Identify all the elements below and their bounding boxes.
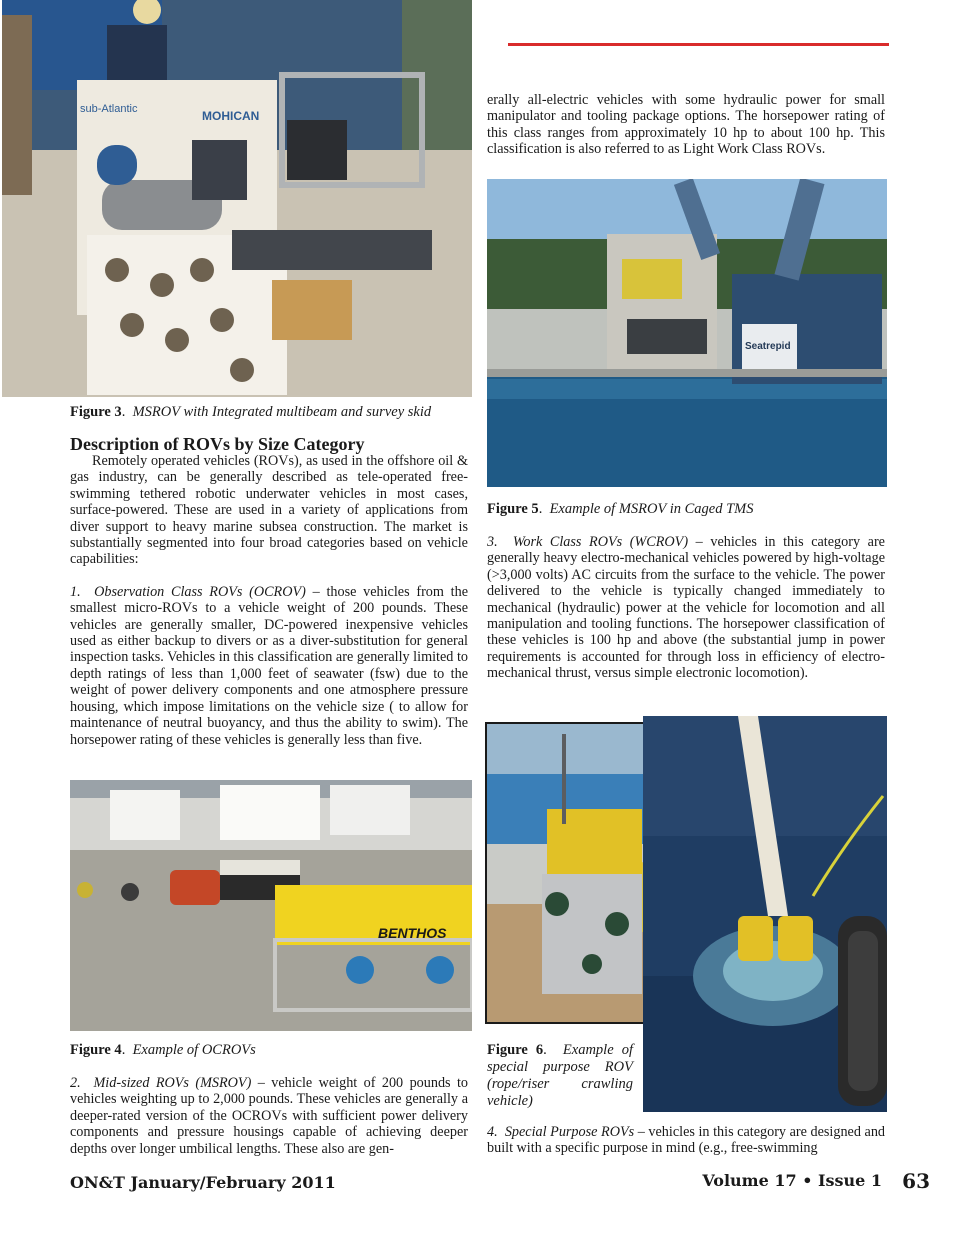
item-4-number: 4. bbox=[487, 1124, 498, 1140]
item-1-title: Observation Class ROVs (OCROV) bbox=[94, 583, 306, 600]
item-2-text: – vehicle weight of 200 pounds to vehicles weighting up to 2,000 pounds. These vehicles are generally a deeper-rated version of the OCROVs with sufficient power delivery components and pressure housings capable of achieving deeper depths over longer umbilical lengths. These also are gen- bbox=[70, 1075, 469, 1157]
figure-3-photo bbox=[2, 0, 472, 397]
item-2-title: Mid-sized ROVs (MSROV) bbox=[93, 1075, 252, 1091]
figure-6-photo-right bbox=[643, 716, 887, 1112]
figure-4-label: Figure 4 bbox=[70, 1042, 122, 1058]
figure-4-caption-text: Example of OCROVs bbox=[132, 1042, 256, 1058]
right-column-top bbox=[487, 92, 885, 158]
section-heading: Description of ROVs by Size Category bbox=[70, 434, 365, 454]
right-column-bottom bbox=[487, 1124, 885, 1157]
figure-4-photo bbox=[70, 780, 472, 1031]
figure-5-caption-text: Example of MSROV in Caged TMS bbox=[549, 501, 754, 517]
item-3-title: Work Class ROVs (WCROV) bbox=[512, 534, 689, 550]
item-3-number: 3. bbox=[487, 534, 498, 550]
item-2-number: 2. bbox=[70, 1075, 81, 1091]
left-column-top bbox=[70, 453, 468, 748]
figure-3-label: Figure 3 bbox=[70, 404, 122, 420]
item-1-paragraph bbox=[70, 584, 468, 748]
figure-5-photo bbox=[487, 179, 887, 487]
item-2-paragraph bbox=[70, 1075, 468, 1157]
item-4-title: Special Purpose ROVs bbox=[504, 1124, 635, 1140]
figure-5-label: Figure 5 bbox=[487, 501, 539, 517]
figure-6-caption: Figure 6. Example of special purpose ROV (rope/riser crawling vehicle) bbox=[487, 1042, 634, 1109]
figure-3-caption: Figure 3. MSROV with Integrated multibeam and survey skid bbox=[70, 404, 432, 420]
fig5-photo-text: Seatrepid bbox=[745, 341, 791, 352]
item-1-text: – those vehicles from the smallest micro-ROVs to a vehicle weight of 200 pounds. These vehicles are generally smaller, DC-powered inexpensive vehicles used as either backup to divers or as a diver-substitution for general inspection tasks. Vehicles in this classification are generally limited to depth ratings of less than 1,000 feet of seawater (fsw) due to the weight of power delivery components and one atmosphere pressure housing, which impose limitations on the vehicle size ( to allow for maintenance of neutral buoyancy, and thus the ability to swim). The horsepower rating of these vehicles is generally less than five. bbox=[70, 583, 469, 748]
continuation-paragraph: erally all-electric vehicles with some hydraulic power for small manipulator and tooling package options. The horsepower rating of this class ranges from approximately 10 hp to about 100 hp. This classification is also referred to as Light Work Class ROVs. bbox=[487, 92, 885, 158]
figure-6-caption-text: Example of special purpose ROV (rope/riser crawling vehicle) bbox=[487, 1042, 634, 1109]
page-number: 63 bbox=[902, 1169, 930, 1193]
left-column-bottom bbox=[70, 1075, 468, 1157]
figure-6-label: Figure 6 bbox=[487, 1042, 544, 1058]
fig4-photo-text: BENTHOS bbox=[378, 925, 447, 941]
header-accent-line bbox=[508, 43, 889, 46]
figure-5-caption: Figure 5. Example of MSROV in Caged TMS bbox=[487, 501, 754, 517]
intro-paragraph: Remotely operated vehicles (ROVs), as used in the offshore oil & gas industry, can be generally described as tele-operated free-swimming tethered robotic underwater vehicles in most cases, surface-powered. These are used in a variety of applications from diver support to heavy marine subsea construction. The market is substantially segmented into four broad categories based on vehicle capabilities: bbox=[70, 453, 468, 568]
item-4-text: – vehicles in this category are designed and built with a specific purpose in mind (e.g., free-swimming bbox=[487, 1124, 886, 1157]
figure-4-caption: Figure 4. Example of OCROVs bbox=[70, 1042, 256, 1058]
figure-3-caption-text: MSROV with Integrated multibeam and survey skid bbox=[132, 404, 432, 420]
item-1-number: 1. bbox=[70, 583, 81, 600]
fig3-photo-text-2: MOHICAN bbox=[202, 109, 260, 123]
footer-publication: ON&T January/February 2011 bbox=[70, 1173, 336, 1192]
right-column-middle bbox=[487, 534, 885, 682]
item-4-paragraph bbox=[487, 1124, 885, 1157]
fig3-photo-text-1: sub-Atlantic bbox=[80, 103, 138, 115]
item-3-paragraph bbox=[487, 534, 885, 682]
item-3-text: – vehicles in this category are generally heavy electro-mechanical vehicles powered by high-voltage (>3,000 volts) AC circuits from the surface to the vehicle. The power delivered to the vehicle is typically changed immediately to mechanical (hydraulic) power at the vehicle for locomotion and all manipulation and tooling functions. The horsepower classification of these vehicles is 100 hp and above (the substantial jump in power requirements is accounted for through loss in efficiency of electro-mechanical thrust, versus simple electronic locomotion). bbox=[487, 534, 885, 682]
footer-volume: Volume 17 • Issue 1 bbox=[702, 1171, 882, 1190]
